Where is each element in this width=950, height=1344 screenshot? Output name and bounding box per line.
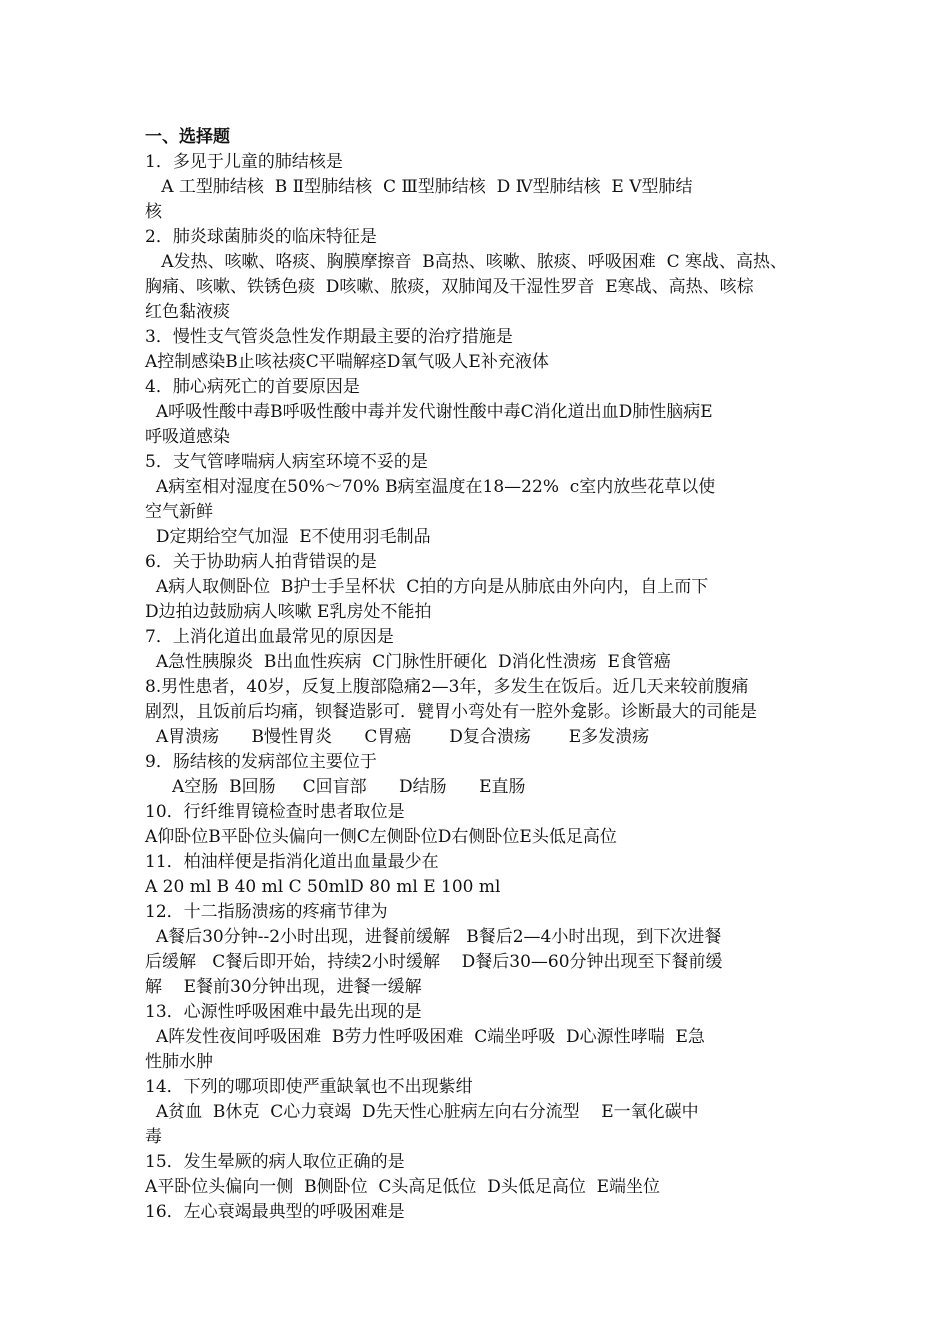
text-line: 15．发生晕厥的病人取位正确的是: [145, 1152, 405, 1172]
text-line: A病人取侧卧位 B护士手呈杯状 C拍的方向是从肺底由外向内，自上而下: [145, 577, 709, 597]
text-line: 12．十二指肠溃疡的疼痛节律为: [145, 902, 388, 922]
question-list: [145, 150, 815, 1225]
text-line: A贫血 B休克 C心力衰竭 D先天性心脏病左向右分流型 E一氧化碳中: [145, 1102, 699, 1122]
text-line: A急性胰腺炎 B出血性疾病 C门脉性肝硬化 D消化性溃疡 E食管癌: [145, 652, 671, 672]
text-line: A餐后30分钟--2小时出现，进餐前缓解 B餐后2—4小时出现，到下次进餐: [145, 927, 722, 947]
text-line: A发热、咳嗽、咯痰、胸膜摩擦音 B高热、咳嗽、脓痰、呼吸困难 C 寒战、高热、: [145, 252, 788, 272]
text-line: 10．行纤维胃镜检查时患者取位是: [145, 802, 405, 822]
text-line: A控制感染B止咳祛痰C平喘解痉D氧气吸人E补充液体: [145, 352, 549, 372]
text-line: 5．支气管哮喘病人病室环境不妥的是: [145, 452, 428, 472]
text-line: A胃溃疡 B慢性胃炎 C胃癌 D复合溃疡 E多发溃疡: [145, 727, 650, 747]
text-line: 7．上消化道出血最常见的原因是: [145, 627, 394, 647]
text-line: 空气新鲜: [145, 502, 213, 522]
text-line: A空肠 B回肠 C回盲部 D结肠 E直肠: [145, 777, 526, 797]
text-line: 1．多见于儿童的肺结核是: [145, 152, 343, 172]
text-line: D定期给空气加湿 E不使用羽毛制品: [145, 527, 431, 547]
text-line: 11．柏油样便是指消化道出血量最少在: [145, 852, 439, 872]
text-line: 性肺水肿: [145, 1052, 213, 1072]
text-line: 毒: [145, 1127, 162, 1147]
text-line: 核: [145, 202, 162, 222]
text-line: A仰卧位B平卧位头偏向一侧C左侧卧位D右侧卧位E头低足高位: [145, 827, 617, 847]
text-line: 14．下列的哪项即使严重缺氧也不出现紫绀: [145, 1077, 473, 1097]
text-line: 6．关于协助病人拍背错误的是: [145, 552, 377, 572]
text-line: 9．肠结核的发病部位主要位于: [145, 752, 377, 772]
text-line: A呼吸性酸中毒B呼吸性酸中毒并发代谢性酸中毒C消化道出血D肺性脑病E: [145, 402, 713, 422]
text-line: 16．左心衰竭最典型的呼吸困难是: [145, 1202, 405, 1222]
text-line: 4．肺心病死亡的首要原因是: [145, 377, 360, 397]
text-line: A平卧位头偏向一侧 B侧卧位 C头高足低位 D头低足高位 E端坐位: [145, 1177, 661, 1197]
text-line: A 工型肺结核 B Ⅱ型肺结核 C Ⅲ型肺结核 D Ⅳ型肺结核 E Ⅴ型肺结: [145, 177, 693, 197]
text-line: D边拍边鼓励病人咳嗽 E乳房处不能拍: [145, 602, 432, 622]
text-line: 剧烈，且饭前后均痛，钡餐造影可．甓胃小弯处有一腔外龛影。诊断最大的司能是: [145, 702, 757, 722]
text-line: 8.男性患者，40岁，反复上腹部隐痛2—3年，多发生在饭后。近几天来较前腹痛: [145, 677, 749, 697]
text-line: 后缓解 C餐后即开始，持续2小时缓解 D餐后30—60分钟出现至下餐前缓: [145, 952, 723, 972]
text-line: A 20 ml B 40 ml C 50mlD 80 ml E 100 ml: [145, 877, 501, 897]
text-line: 解 E餐前30分钟出现，进餐一缓解: [145, 977, 422, 997]
text-line: 13．心源性呼吸困难中最先出现的是: [145, 1002, 422, 1022]
text-line: 3．慢性支气管炎急性发作期最主要的治疗措施是: [145, 327, 513, 347]
text-line: A阵发性夜间呼吸困难 B劳力性呼吸困难 C端坐呼吸 D心源性哮喘 E急: [145, 1027, 705, 1047]
text-line: 胸痛、咳嗽、铁锈色痰 D咳嗽、脓痰，双肺闻及干湿性罗音 E寒战、高热、咳棕: [145, 277, 754, 297]
text-line: A病室相对湿度在50%～70% B病室温度在18—22% c室内放些花草以使: [145, 477, 716, 497]
text-line: 2．肺炎球菌肺炎的临床特征是: [145, 227, 377, 247]
text-line: 呼吸道感染: [145, 427, 230, 447]
text-line: 红色黏液痰: [145, 302, 230, 322]
document-content: [145, 125, 815, 1225]
section-heading: 一、选择题: [145, 127, 230, 147]
